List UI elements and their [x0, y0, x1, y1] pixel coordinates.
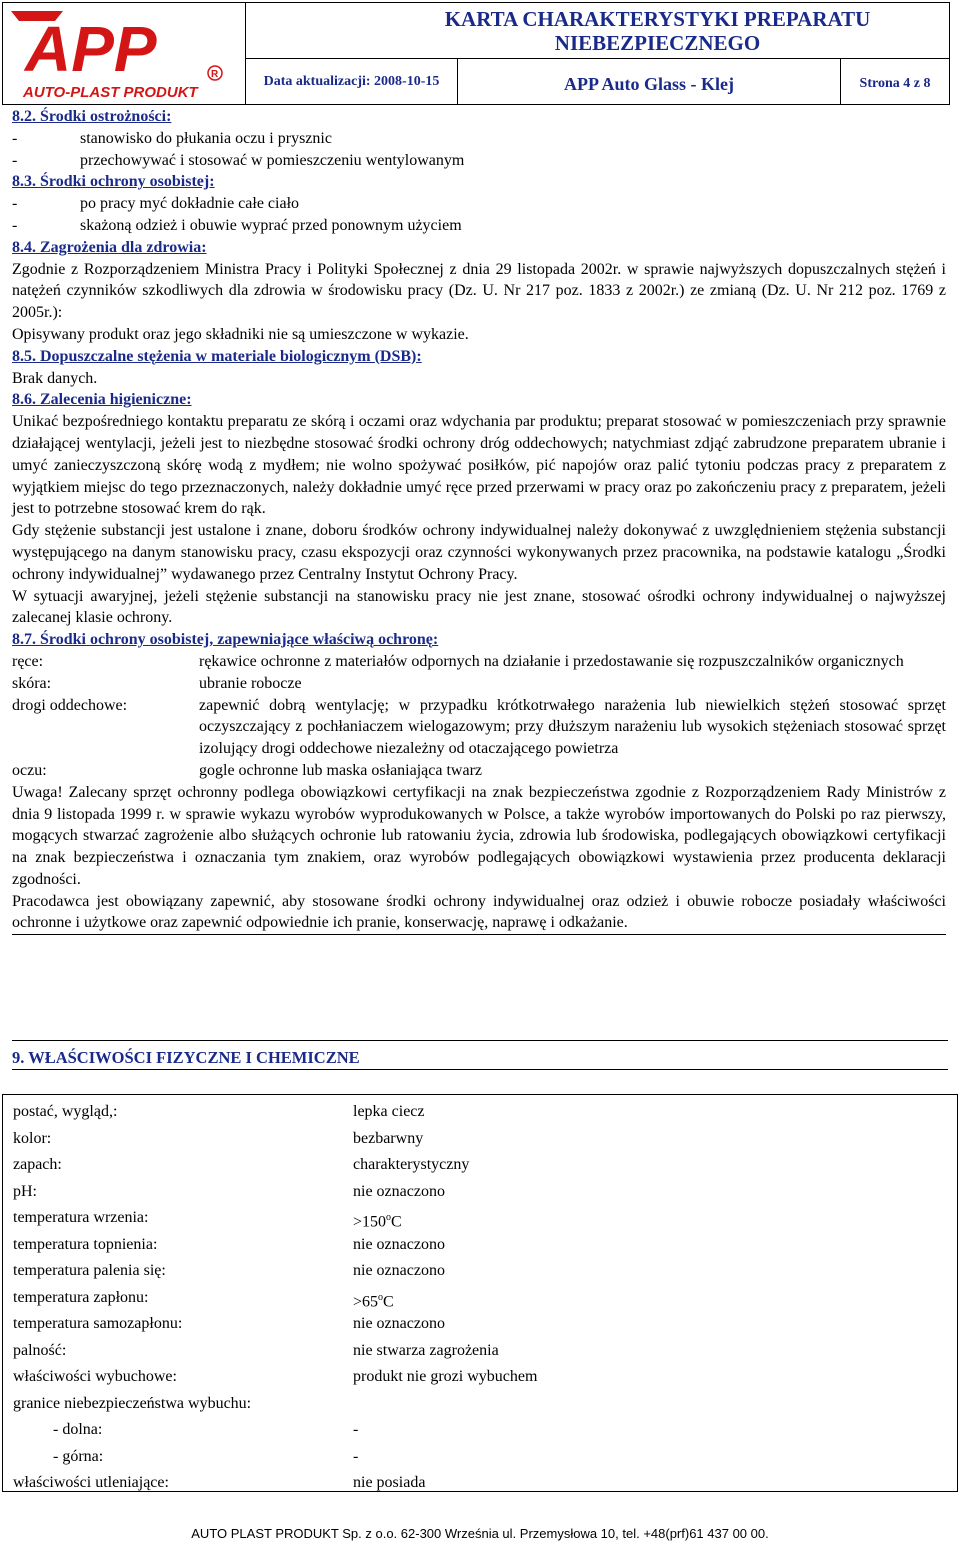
properties-table: [2, 1094, 958, 1492]
list-item: - po pracy myć dokładnie całe ciało: [12, 195, 300, 213]
property-value: $>65^oC$: [353, 1291, 394, 1310]
property-name: granice niebezpieczeństwa wybuchu:: [13, 1394, 252, 1412]
property-value: nie oznaczono: [353, 1182, 445, 1200]
section-8-3-title: 8.3. Środki ochrony osobistej:: [12, 173, 215, 191]
protection-row: drogi oddechowe: zapewnić dobrą wentylację; w przypadku krótkotrwałego narażenia lub niewielkich stężeń stosować sprzęt oczyszczający z pochłaniaczem wielogazowym; przy dłuższym narażeniu lub wysokich stężeniach stosować sprzęt izolujący drogi oddechowe niezależny od otaczającego powietrza: [12, 696, 946, 758]
table-row: [13, 1285, 947, 1312]
protection-row: skóra: ubranie robocze: [12, 674, 302, 692]
logo-subtitle: AUTO-PLAST PRODUKT: [23, 84, 198, 101]
property-name: zapach:: [13, 1156, 62, 1173]
property-name: pH:: [13, 1182, 37, 1200]
protection-row: oczu: gogle ochronne lub maska osłaniająca twarz: [12, 761, 482, 779]
property-name: temperatura wrzenia:: [13, 1209, 149, 1226]
paragraph: Opisywany produkt oraz jego składniki nie są umieszczone w wykazie.: [12, 325, 469, 343]
property-name: właściwości wybuchowe:: [13, 1368, 177, 1385]
paragraph: Unikać bezpośredniego kontaktu preparatu ze skórą i oczami oraz wdychania par produktu; preparat stosować w pomieszczeniach przy sprawnie działającej wentylacji, jeżeli jest to niezbędne stosować środki ochrony dróg oddechowych; natychmiast zdjąć zabrudzone preparatem ubranie i umyć zanieczyszczoną skórę wodą z mydłem; nie wolno spożywać posiłków, pić napojów oraz palić tytoniu podczas pracy z preparatem z wyjątkiem miejsc do tego przeznaczonych, należy dokładnie umyć ręce przed przerwami w pracy oraz po zakończeniu pracy z preparatem, jeżeli jest to potrzebne stosować krem do rąk.: [12, 413, 946, 518]
property-value: nie oznaczono: [353, 1235, 445, 1253]
paragraph: Gdy stężenie substancji jest ustalone i znane, doboru środków ochrony indywidualnej należy dokonywać z uwzględnieniem stężenia substancji występującego na danym stanowisku pracy, czasu ekspozycji oraz czynności wykonywanych przez pracownika, na podstawie katalogu „Środki ochrony indywidualnej” wydawanego przez Centralny Instytut Ochrony Pracy.: [12, 522, 946, 583]
table-row: [13, 1444, 947, 1471]
table-row: [13, 1391, 947, 1418]
table-row: [13, 1232, 947, 1259]
property-name: właściwości utleniające:: [13, 1474, 169, 1491]
property-name: - dolna:: [53, 1421, 103, 1438]
svg-text:APP: APP: [25, 13, 157, 85]
company-logo: [3, 3, 246, 104]
section-8-5-title: 8.5. Dopuszczalne stężenia w materiale biologicznym (DSB):: [12, 347, 422, 365]
table-row: [13, 1099, 947, 1126]
section-8-6-title: 8.6. Zalecenia higieniczne:: [12, 391, 192, 409]
property-value: $>150^oC$: [353, 1212, 402, 1231]
list-item: - przechowywać i stosować w pomieszczeniu wentylowanym: [12, 151, 465, 169]
section-8-7-title: 8.7. Środki ochrony osobistej, zapewniające właściwą ochronę:: [12, 631, 439, 649]
property-value: -: [353, 1447, 359, 1465]
document-header: [2, 2, 950, 105]
list-item: - skażoną odzież i obuwie wyprać przed ponownym użyciem: [12, 216, 462, 234]
property-value: -: [353, 1421, 359, 1438]
page-number: Strona 4 z 8: [859, 76, 931, 91]
property-value: nie stwarza zagrożenia: [353, 1341, 499, 1359]
product-name: APP Auto Glass - Klej: [458, 59, 841, 104]
property-name: temperatura zapłonu:: [13, 1288, 149, 1306]
property-value: nie posiada: [353, 1474, 426, 1491]
property-value: nie oznaczono: [353, 1315, 445, 1332]
property-name: postać, wygląd,:: [13, 1103, 118, 1120]
property-name: - górna:: [53, 1447, 104, 1465]
app-logo-icon: [3, 3, 245, 103]
paragraph: W sytuacji awaryjnej, jeżeli stężenie substancji na stanowisku pracy nie jest znane, stosować ośrodki ochrony indywidualnej o najwyższej zalecanej klasie ochrony.: [12, 587, 946, 627]
property-name: temperatura samozapłonu:: [13, 1315, 183, 1332]
property-value: produkt nie grozi wybuchem: [353, 1368, 538, 1385]
section-8-4-title: 8.4. Zagrożenia dla zdrowia:: [12, 238, 207, 256]
table-row: [13, 1258, 947, 1285]
update-date: Data aktualizacji: 2008-10-15: [246, 59, 458, 104]
property-value: nie oznaczono: [353, 1262, 445, 1279]
document-title: KARTA CHARAKTERYSTYKI PREPARATU NIEBEZPIECZNEGO: [246, 3, 949, 59]
svg-text:R: R: [211, 69, 219, 80]
table-row: [13, 1179, 947, 1206]
property-name: temperatura palenia się:: [13, 1262, 166, 1279]
table-row: [13, 1417, 947, 1444]
property-value: bezbarwny: [353, 1129, 424, 1147]
paragraph: Uwaga! Zalecany sprzęt ochronny podlega obowiązkowi certyfikacji na znak bezpieczeństwa zgodnie z Rozporządzeniem Rady Ministrów z dnia 9 listopada 1999 r. w sprawie wykazu wyrobów wyprodukowanych w Polsce, a także wyrobów importowanych do Polski po raz pierwszy, mogących stwarzać zagrożenie albo służących ochronie lub ratowaniu życia, zdrowia lub środowiska, podlegających obowiązkowi certyfikacji na znak bezpieczeństwa i oznaczania tym znakiem, oraz wyrobów podlegających obowiązkowi wystawienia przez producenta deklaracji zgodności.: [12, 783, 946, 888]
paragraph: Pracodawca jest obowiązany zapewnić, aby stosowane środki ochrony indywidualnej oraz odzież i obuwie robocze posiadały właściwości ochronne i użytkowe oraz zapewnić odpowiednie ich pranie, konserwację, naprawę i odkażanie.: [12, 891, 946, 936]
table-row: [13, 1126, 947, 1153]
footer: AUTO PLAST PRODUKT Sp. z o.o. 62-300 Września ul. Przemysłowa 10, tel. +48(prf)61 437 00 00.: [191, 1526, 769, 1541]
property-value: charakterystyczny: [353, 1156, 470, 1173]
property-value: lepka ciecz: [353, 1103, 425, 1120]
section-8-2-title: 8.2. Środki ostrożności:: [12, 108, 172, 125]
table-row: [13, 1152, 947, 1179]
paragraph: Zgodnie z Rozporządzeniem Ministra Pracy i Polityki Społecznej z dnia 29 listopada 2002r. w sprawie najwyższych dopuszczalnych stężeń i natężeń czynników szkodliwych dla zdrowia w środowisku pracy (Dz. U. Nr 217 poz. 1833 z 2002r.) ze zmianą (Dz. U. Nr 212 poz. 1769 z 2005r.):: [12, 260, 946, 322]
paragraph: Brak danych.: [12, 369, 98, 387]
table-row: [13, 1311, 947, 1338]
protection-row: ręce: rękawice ochronne z materiałów odpornych na działanie i przedostawanie się rozpuszczalników organicznych: [12, 652, 904, 670]
list-item: - stanowisko do płukania oczu i prysznic: [12, 129, 332, 147]
table-row: [13, 1205, 947, 1232]
property-name: palność:: [13, 1341, 67, 1359]
document-body: [12, 106, 946, 935]
table-row: [13, 1338, 947, 1365]
property-name: kolor:: [13, 1129, 52, 1147]
section-9-title: 9. WŁAŚCIWOŚCI FIZYCZNE I CHEMICZNE: [12, 1040, 948, 1070]
table-row: [13, 1470, 947, 1497]
property-name: temperatura topnienia:: [13, 1235, 158, 1253]
table-row: [13, 1364, 947, 1391]
